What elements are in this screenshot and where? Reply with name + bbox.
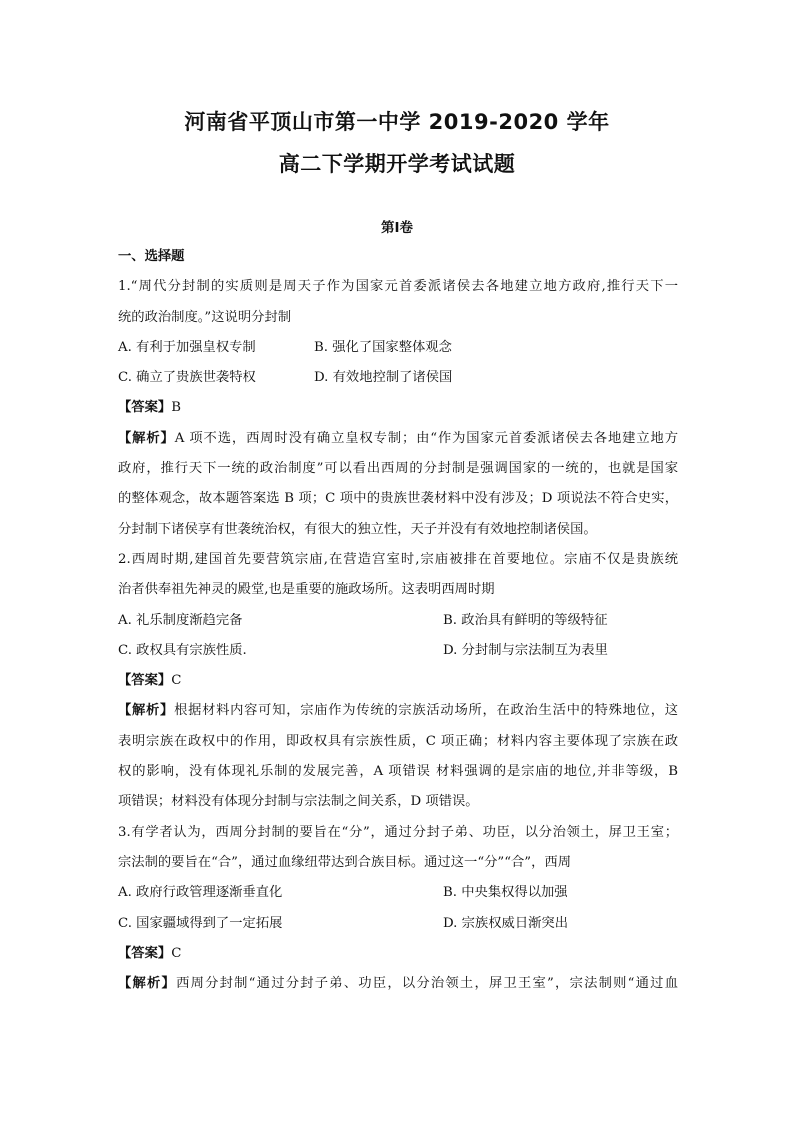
q1-option-c: C. 确立了贵族世袭特权 bbox=[118, 370, 256, 386]
exam-title-line-2: 高二下学期开学考试试题 bbox=[278, 152, 516, 176]
q3-analysis-text-1: 西周分封制“通过分封子弟、功臣，以分治领土，屏卫王室”，宗法制则“通过血 bbox=[176, 976, 678, 992]
q3-stem-line-1: 3.有学者认为，西周分封制的要旨在“分”，通过分封子弟、功臣，以分治领土，屏卫王室； bbox=[118, 824, 678, 840]
q1-option-b: B. 强化了国家整体观念 bbox=[314, 339, 452, 355]
q2-stem-line-1: 2.西周时期,建国首先要营筑宗庙,在营造宫室时,宗庙被排在首要地位。宗庙不仅是贵族统 bbox=[118, 551, 678, 567]
q3-option-c: C. 国家疆域得到了一定拓展 bbox=[118, 915, 283, 931]
q2-analysis-line-1 bbox=[118, 696, 678, 726]
q3-stem-line-2: 宗法制的要旨在“合”，通过血缘纽带达到合族目标。通过这一“分”“合”，西周 bbox=[118, 854, 571, 870]
exam-title-line-1: 河南省平顶山市第一中学 2019-2020 学年 bbox=[184, 110, 610, 134]
q3-answer-tag: 【答案】 bbox=[118, 945, 172, 961]
q1-option-d: D. 有效地控制了诸侯国 bbox=[314, 370, 453, 386]
q3-option-d: D. 宗族权威日渐突出 bbox=[443, 915, 569, 931]
q3-option-b: B. 中央集权得以加强 bbox=[443, 885, 568, 901]
q1-option-a: A. 有利于加强皇权专制 bbox=[118, 339, 256, 355]
q3-answer bbox=[118, 939, 678, 969]
q1-analysis-tag: 【解析】 bbox=[118, 430, 175, 446]
section-heading: 一、选择题 bbox=[118, 249, 185, 264]
q1-answer bbox=[118, 393, 678, 423]
q1-answer-value: B bbox=[171, 400, 181, 416]
q3-answer-value: C bbox=[171, 945, 182, 961]
q2-analysis-tag: 【解析】 bbox=[118, 703, 175, 719]
q1-stem-line-2: 统的政治制度。”这说明分封制 bbox=[118, 309, 292, 325]
q2-analysis-line-3: 权的影响，没有体现礼乐制的发展完善，A 项错误 材料强调的是宗庙的地位,并非等级，B bbox=[118, 764, 678, 780]
q1-analysis-line-2: 政府，推行天下一统的政治制度”可以看出西周的分封制是强调国家的一统的，也就是国家 bbox=[118, 461, 678, 477]
q1-options-row-1 bbox=[118, 333, 678, 363]
q1-options-row-2 bbox=[118, 363, 678, 393]
q3-analysis-line-1 bbox=[118, 969, 678, 999]
q3-option-a: A. 政府行政管理逐渐垂直化 bbox=[118, 885, 283, 901]
q3-options-row-1 bbox=[118, 878, 678, 908]
exam-body bbox=[118, 242, 678, 999]
q2-analysis-text-1: 根据材料内容可知，宗庙作为传统的宗族活动场所，在政治生活中的特殊地位，这 bbox=[174, 703, 679, 719]
q1-answer-tag: 【答案】 bbox=[118, 400, 172, 416]
q2-analysis-line-2: 表明宗族在政权中的作用，即政权具有宗族性质，C 项正确；材料内容主要体现了宗族在政 bbox=[118, 733, 678, 749]
q3-options-row-2 bbox=[118, 909, 678, 939]
q1-analysis-line-4: 分封制下诸侯享有世袭统治权，有很大的独立性，天子并没有有效地控制诸侯国。 bbox=[118, 521, 597, 537]
q2-answer-value: C bbox=[171, 673, 182, 689]
q2-stem-line-2: 治者供奉祖先神灵的殿堂,也是重要的施政场所。这表明西周时期 bbox=[118, 582, 495, 598]
q2-answer-tag: 【答案】 bbox=[118, 673, 172, 689]
q2-option-c: C. 政权具有宗族性质. bbox=[118, 642, 247, 658]
q2-option-d: D. 分封制与宗法制互为表里 bbox=[443, 642, 608, 658]
q2-analysis-line-4: 项错误；材料没有体现分封制与宗法制之间关系，D 项错误。 bbox=[118, 794, 479, 810]
q1-analysis-line-3: 的整体观念，故本题答案选 B 项；C 项中的贵族世袭材料中没有涉及；D 项说法不符合史实， bbox=[118, 491, 678, 507]
q1-analysis-line-1 bbox=[118, 424, 678, 454]
volume-heading: 第Ⅰ卷 bbox=[380, 220, 414, 236]
q1-analysis-text-1: A 项不选，西周时没有确立皇权专制；由“作为国家元首委派诸侯去各地建立地方 bbox=[174, 430, 678, 446]
q2-options-row-1 bbox=[118, 606, 678, 636]
q2-answer bbox=[118, 666, 678, 696]
q2-options-row-2 bbox=[118, 636, 678, 666]
q3-analysis-tag: 【解析】 bbox=[118, 976, 177, 992]
q2-option-b: B. 政治具有鲜明的等级特征 bbox=[443, 612, 608, 628]
q1-stem-line-1: 1.“周代分封制的实质则是周天子作为国家元首委派诸侯去各地建立地方政府,推行天下一 bbox=[118, 279, 678, 295]
q2-option-a: A. 礼乐制度渐趋完备 bbox=[118, 612, 243, 628]
